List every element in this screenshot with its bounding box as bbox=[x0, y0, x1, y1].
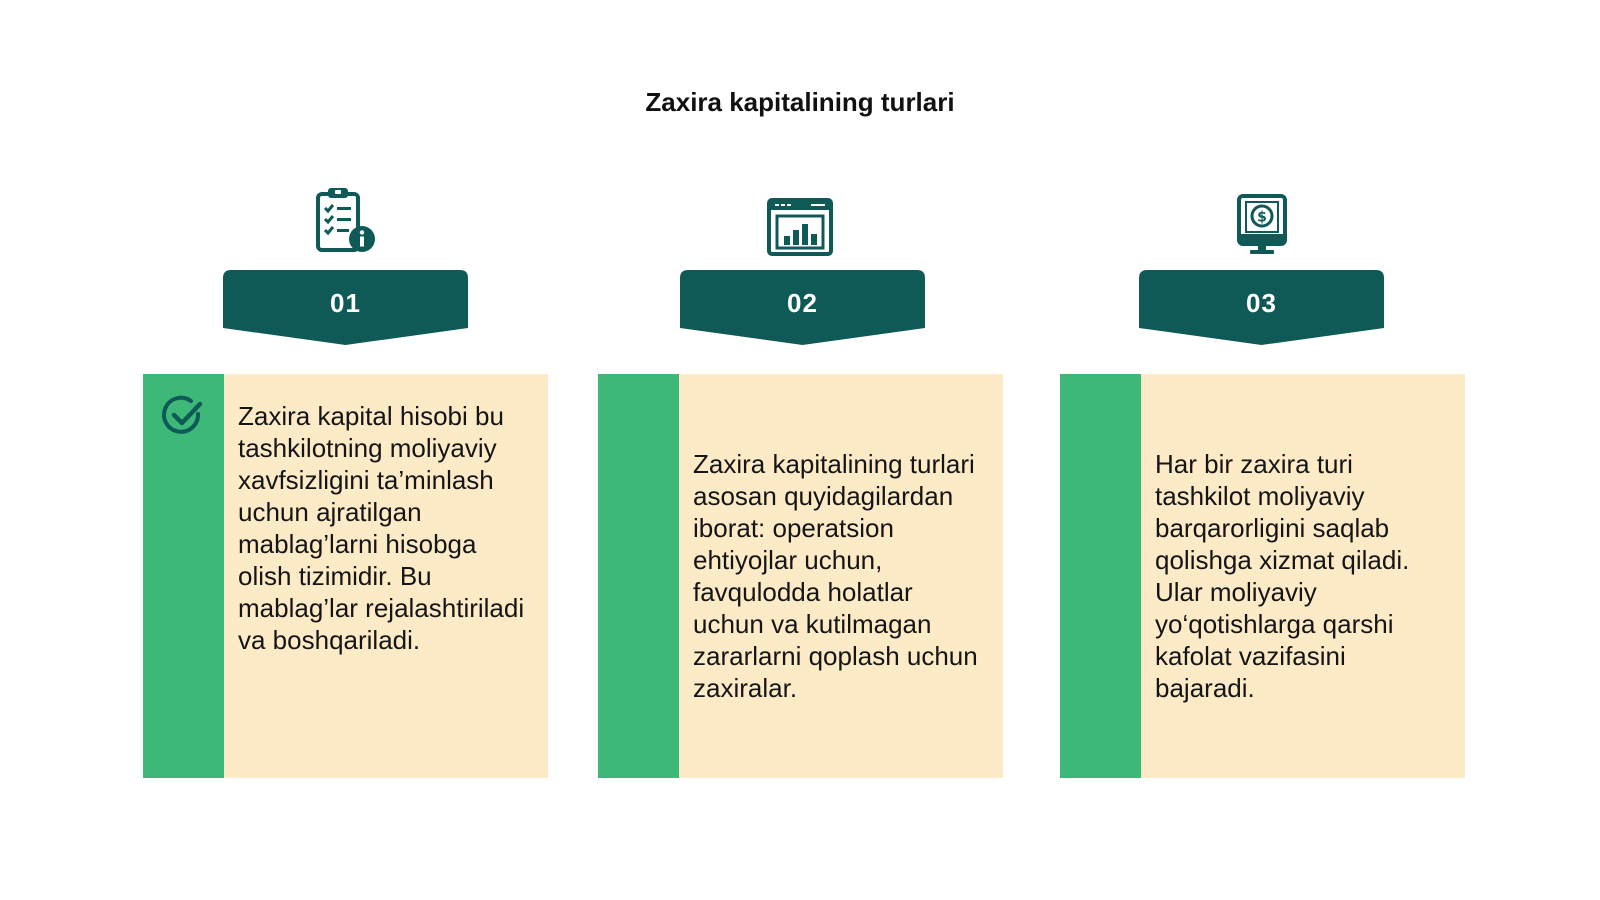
step-number: 02 bbox=[787, 288, 818, 318]
step-banner-01 bbox=[223, 270, 468, 345]
info-card-01 bbox=[143, 374, 548, 778]
step-number: 03 bbox=[1246, 288, 1277, 318]
card-text: Zaxira kapitalining turlari asosan quyidagilardan iborat: operatsion ehtiyojlar uchun, favqulodda holatlar uchun va kutilmagan zararlarni qoplash uchun zaxiralar. bbox=[679, 374, 1003, 778]
step-number: 01 bbox=[330, 288, 361, 318]
card-text: Har bir zaxira turi tashkilot moliyaviy barqarorligini saqlab qolishga xizmat qiladi. Ular moliyaviy yo‘qotishlarga qarshi kafolat vazifasini bajaradi. bbox=[1141, 374, 1465, 778]
card-stripe bbox=[598, 374, 679, 778]
card-stripe bbox=[143, 374, 224, 778]
bar-chart-window-icon bbox=[760, 176, 840, 256]
card-stripe bbox=[1060, 374, 1141, 778]
step-banner-03 bbox=[1139, 270, 1384, 345]
info-card-02 bbox=[598, 374, 1003, 778]
check-circle-icon bbox=[161, 394, 205, 438]
step-banner-02 bbox=[680, 270, 925, 345]
clipboard-checklist-info-icon bbox=[305, 176, 385, 256]
page-title: Zaxira kapitalining turlari bbox=[645, 87, 955, 117]
card-text: Zaxira kapital hisobi bu tashkilotning moliyaviy xavfsizligini ta’minlash uchun ajratilgan mablag’larni hisobga olish tizimidir. Bu mablag’lar rejalashtiriladi va boshqariladi. bbox=[224, 374, 548, 778]
svg-text:$: $ bbox=[1257, 209, 1267, 226]
info-card-03 bbox=[1060, 374, 1465, 778]
monitor-dollar-icon bbox=[1222, 176, 1302, 256]
